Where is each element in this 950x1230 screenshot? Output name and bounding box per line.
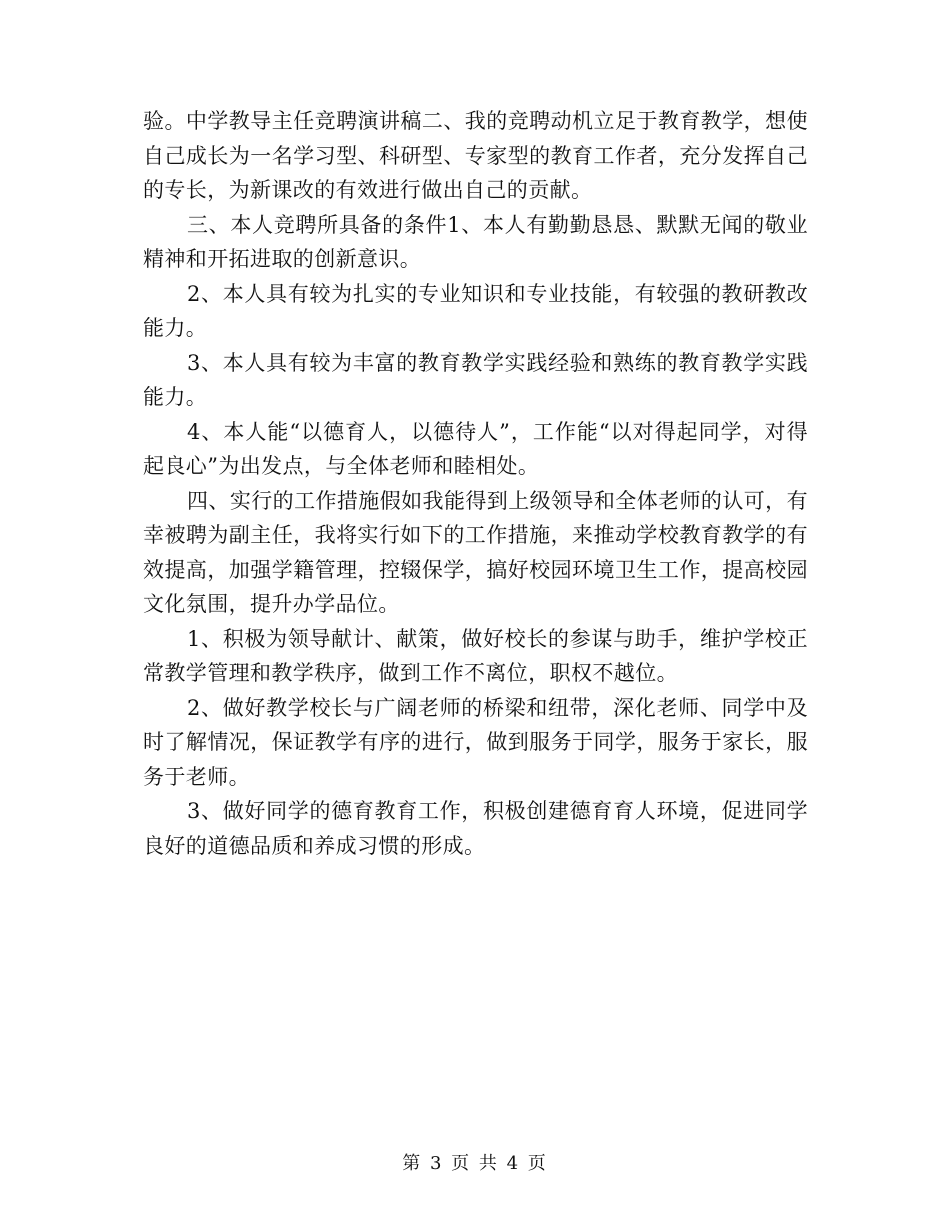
paragraph-4: 3、本人具有较为丰富的教育教学实践经验和熟练的教育教学实践能力。 — [143, 350, 808, 409]
paragraph-9: 3、做好同学的德育教育工作，积极创建德育育人环境，促进同学良好的道德品质和养成习惯的形成。 — [143, 799, 808, 858]
paragraph-5: 4、本人能“以德育人，以德待人”，工作能“以对得起同学，对得起良心”为出发点，与全体老师和睦相处。 — [143, 419, 808, 478]
paragraph-3: 2、本人具有较为扎实的专业知识和专业技能，有较强的教研教改能力。 — [143, 281, 808, 340]
paragraph-7: 1、积极为领导献计、献策，做好校长的参谋与助手，维护学校正常教学管理和教学秩序，做到工作不离位，职权不越位。 — [143, 626, 808, 685]
document-body — [143, 104, 808, 863]
paragraph-2: 三、本人竞聘所具备的条件1、本人有勤勤恳恳、默默无闻的敬业精神和开拓进取的创新意识。 — [143, 212, 808, 271]
paragraph-1: 验。中学教导主任竞聘演讲稿二、我的竞聘动机立足于教育教学，想使自己成长为一名学习型、科研型、专家型的教育工作者，充分发挥自己的专长，为新课改的有效进行做出自己的贡献。 — [143, 109, 808, 202]
paragraph-8: 2、做好教学校长与广阔老师的桥梁和纽带，深化老师、同学中及时了解情况，保证教学有序的进行，做到服务于同学，服务于家长，服务于老师。 — [143, 695, 808, 789]
paragraph-6: 四、实行的工作措施假如我能得到上级领导和全体老师的认可，有幸被聘为副主任，我将实行如下的工作措施，来推动学校教育教学的有效提高，加强学籍管理，控辍保学，搞好校园环境卫生工作，提高校园文化氛围，提升办学品位。 — [143, 488, 808, 616]
page-number-footer: 第 3 页 共 4 页 — [402, 1153, 548, 1174]
